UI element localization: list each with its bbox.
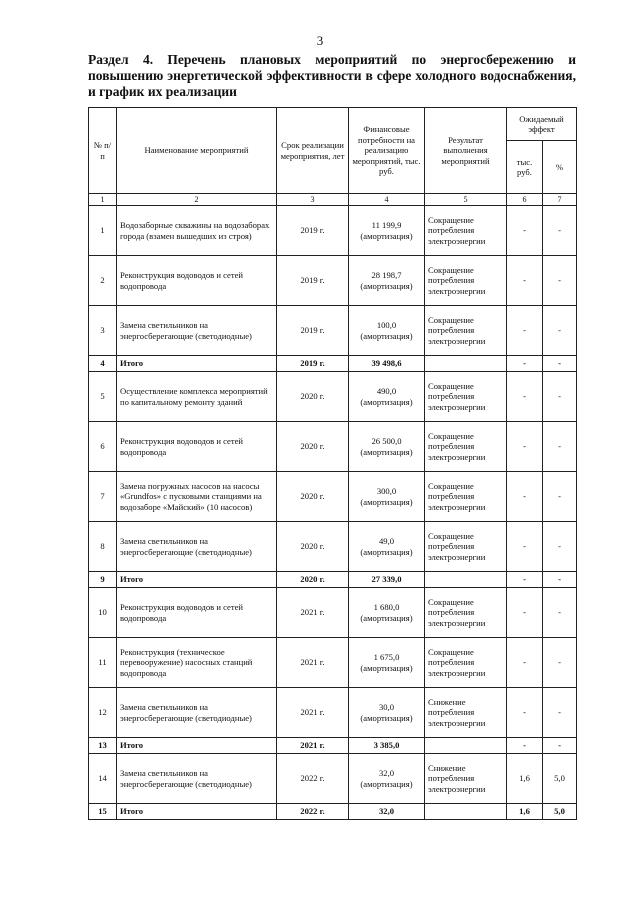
- measure-name: Реконструкция (техническое перевооружение) насосных станций водопровода: [117, 638, 277, 688]
- finance-cell: [349, 206, 425, 256]
- finance-value: 1 675,0: [373, 652, 400, 662]
- row-number: 15: [89, 804, 117, 820]
- header-effect-pct: %: [543, 141, 577, 194]
- row-number: 10: [89, 588, 117, 638]
- measure-name: Замена светильников на энергосберегающие (светодиодные): [117, 754, 277, 804]
- measure-term: 2021 г.: [277, 688, 349, 738]
- effect-pct: -: [543, 306, 577, 356]
- finance-cell: [349, 522, 425, 572]
- effect-rub: 1,6: [507, 754, 543, 804]
- measure-term: 2019 г.: [277, 356, 349, 372]
- effect-pct: -: [543, 372, 577, 422]
- table-row: [89, 472, 577, 522]
- measure-result: Сокращение потребления электроэнергии: [425, 422, 507, 472]
- section-title: Раздел 4. Перечень плановых мероприятий по энергосбережению и повышению энергетической эффективности в сфере холодного водоснабжения, и график их реализации: [88, 52, 576, 99]
- measure-result: Сокращение потребления электроэнергии: [425, 588, 507, 638]
- row-number: 2: [89, 256, 117, 306]
- measures-table: [88, 107, 577, 820]
- finance-cell: [349, 306, 425, 356]
- column-number-row: [89, 194, 577, 206]
- finance-note: (амортизация): [360, 280, 413, 291]
- finance-note: (амортизация): [360, 662, 413, 673]
- finance-cell: [349, 738, 425, 754]
- effect-pct: -: [543, 206, 577, 256]
- finance-note: (амортизация): [360, 712, 413, 723]
- effect-rub: -: [507, 738, 543, 754]
- measure-term: 2021 г.: [277, 588, 349, 638]
- effect-pct: 5,0: [543, 754, 577, 804]
- effect-pct: -: [543, 738, 577, 754]
- finance-value: 1 680,0: [373, 602, 400, 612]
- effect-pct: -: [543, 472, 577, 522]
- measure-name: Водозаборные скважины на водозаборах города (взамен вышедших из строя): [117, 206, 277, 256]
- measure-term: 2020 г.: [277, 522, 349, 572]
- measure-result: Сокращение потребления электроэнергии: [425, 256, 507, 306]
- measure-name: Реконструкция водоводов и сетей водопровода: [117, 588, 277, 638]
- finance-cell: [349, 356, 425, 372]
- effect-rub: -: [507, 688, 543, 738]
- measure-term: 2022 г.: [277, 754, 349, 804]
- table-row: [89, 588, 577, 638]
- row-number: 6: [89, 422, 117, 472]
- finance-cell: [349, 754, 425, 804]
- table-row: [89, 638, 577, 688]
- effect-rub: -: [507, 588, 543, 638]
- measure-result: [425, 572, 507, 588]
- effect-rub: -: [507, 356, 543, 372]
- table-total-row: [89, 738, 577, 754]
- measure-term: 2020 г.: [277, 372, 349, 422]
- effect-pct: -: [543, 256, 577, 306]
- finance-cell: [349, 572, 425, 588]
- finance-value: 32,0: [378, 806, 395, 817]
- finance-cell: [349, 638, 425, 688]
- column-number: 2: [117, 194, 277, 206]
- effect-rub: -: [507, 256, 543, 306]
- header-finance: Финансовые потребности на реализацию мероприятий, тыс. руб.: [349, 108, 425, 194]
- finance-value: 100,0: [376, 320, 397, 330]
- measure-name: Осуществление комплекса мероприятий по капитальному ремонту зданий: [117, 372, 277, 422]
- row-number: 14: [89, 754, 117, 804]
- measure-name: Замена светильников на энергосберегающие (светодиодные): [117, 688, 277, 738]
- finance-value: 32,0: [378, 768, 395, 778]
- measure-result: [425, 804, 507, 820]
- column-number: 5: [425, 194, 507, 206]
- finance-cell: [349, 588, 425, 638]
- page-number: 3: [316, 33, 324, 48]
- finance-value: 30,0: [378, 702, 395, 712]
- table-total-row: [89, 804, 577, 820]
- finance-note: (амортизация): [360, 230, 413, 241]
- column-number: 3: [277, 194, 349, 206]
- finance-cell: [349, 256, 425, 306]
- measure-result: Сокращение потребления электроэнергии: [425, 372, 507, 422]
- measure-term: 2019 г.: [277, 256, 349, 306]
- finance-note: (амортизация): [360, 496, 413, 507]
- measure-name: Реконструкция водоводов и сетей водопровода: [117, 256, 277, 306]
- effect-pct: -: [543, 688, 577, 738]
- finance-value: 49,0: [378, 536, 395, 546]
- measure-term: 2021 г.: [277, 638, 349, 688]
- finance-cell: [349, 472, 425, 522]
- measure-result: Снижение потребления электроэнергии: [425, 754, 507, 804]
- measure-name: Реконструкция водоводов и сетей водопровода: [117, 422, 277, 472]
- column-number: 7: [543, 194, 577, 206]
- measure-result: Сокращение потребления электроэнергии: [425, 472, 507, 522]
- row-number: 8: [89, 522, 117, 572]
- finance-cell: [349, 804, 425, 820]
- row-number: 5: [89, 372, 117, 422]
- effect-pct: -: [543, 588, 577, 638]
- measure-term: 2019 г.: [277, 206, 349, 256]
- measure-name: Итого: [117, 356, 277, 372]
- measure-term: 2021 г.: [277, 738, 349, 754]
- finance-note: (амортизация): [360, 612, 413, 623]
- finance-value: 3 385,0: [373, 740, 400, 751]
- effect-rub: 1,6: [507, 804, 543, 820]
- table-row: [89, 206, 577, 256]
- table-total-row: [89, 356, 577, 372]
- row-number: 4: [89, 356, 117, 372]
- finance-cell: [349, 688, 425, 738]
- measure-name: Замена погружных насосов на насосы «Grundfos» с пусковыми станциями на водозаборе «Майский» (10 насосов): [117, 472, 277, 522]
- measure-term: 2020 г.: [277, 572, 349, 588]
- column-number: 6: [507, 194, 543, 206]
- effect-rub: -: [507, 572, 543, 588]
- measure-result: Сокращение потребления электроэнергии: [425, 306, 507, 356]
- row-number: 13: [89, 738, 117, 754]
- finance-note: (амортизация): [360, 778, 413, 789]
- finance-value: 39 498,6: [371, 358, 402, 369]
- header-term: Срок реализации мероприятия, лет: [277, 108, 349, 194]
- table-row: [89, 688, 577, 738]
- effect-pct: -: [543, 422, 577, 472]
- table-row: [89, 754, 577, 804]
- measure-term: 2020 г.: [277, 472, 349, 522]
- effect-pct: -: [543, 572, 577, 588]
- table-row: [89, 372, 577, 422]
- effect-rub: -: [507, 472, 543, 522]
- effect-pct: 5,0: [543, 804, 577, 820]
- finance-value: 28 198,7: [371, 270, 402, 280]
- header-name: Наименование мероприятий: [117, 108, 277, 194]
- effect-pct: -: [543, 638, 577, 688]
- measure-result: [425, 356, 507, 372]
- header-effect-rub: тыс. руб.: [507, 141, 543, 194]
- header-num: № п/п: [89, 108, 117, 194]
- measure-term: 2020 г.: [277, 422, 349, 472]
- row-number: 1: [89, 206, 117, 256]
- column-number: 4: [349, 194, 425, 206]
- row-number: 11: [89, 638, 117, 688]
- row-number: 12: [89, 688, 117, 738]
- finance-value: 490,0: [376, 386, 397, 396]
- measure-result: Сокращение потребления электроэнергии: [425, 206, 507, 256]
- header-effect: Ожидаемый эффект: [507, 108, 577, 141]
- finance-cell: [349, 372, 425, 422]
- effect-rub: -: [507, 638, 543, 688]
- table-row: [89, 256, 577, 306]
- measure-name: Замена светильников на энергосберегающие (светодиодные): [117, 306, 277, 356]
- effect-rub: -: [507, 522, 543, 572]
- table-body: [89, 206, 577, 820]
- effect-rub: -: [507, 372, 543, 422]
- measure-result: Сокращение потребления электроэнергии: [425, 638, 507, 688]
- row-number: 7: [89, 472, 117, 522]
- measure-result: Снижение потребления электроэнергии: [425, 688, 507, 738]
- effect-rub: -: [507, 206, 543, 256]
- effect-rub: -: [507, 306, 543, 356]
- finance-cell: [349, 422, 425, 472]
- finance-value: 27 339,0: [371, 574, 402, 585]
- table-row: [89, 422, 577, 472]
- finance-value: 11 199,9: [371, 220, 402, 230]
- finance-value: 300,0: [376, 486, 397, 496]
- finance-note: (амортизация): [360, 546, 413, 557]
- header-result: Результат выполнения мероприятий: [425, 108, 507, 194]
- table-row: [89, 306, 577, 356]
- measure-name: Итого: [117, 804, 277, 820]
- measure-name: Итого: [117, 738, 277, 754]
- measure-name: Итого: [117, 572, 277, 588]
- table-total-row: [89, 572, 577, 588]
- effect-pct: -: [543, 356, 577, 372]
- row-number: 9: [89, 572, 117, 588]
- row-number: 3: [89, 306, 117, 356]
- measure-result: [425, 738, 507, 754]
- measure-term: 2022 г.: [277, 804, 349, 820]
- finance-note: (амортизация): [360, 446, 413, 457]
- measure-result: Сокращение потребления электроэнергии: [425, 522, 507, 572]
- finance-note: (амортизация): [360, 330, 413, 341]
- table-row: [89, 522, 577, 572]
- column-number: 1: [89, 194, 117, 206]
- finance-note: (амортизация): [360, 396, 413, 407]
- measure-name: Замена светильников на энергосберегающие (светодиодные): [117, 522, 277, 572]
- effect-rub: -: [507, 422, 543, 472]
- measure-term: 2019 г.: [277, 306, 349, 356]
- effect-pct: -: [543, 522, 577, 572]
- finance-value: 26 500,0: [371, 436, 402, 446]
